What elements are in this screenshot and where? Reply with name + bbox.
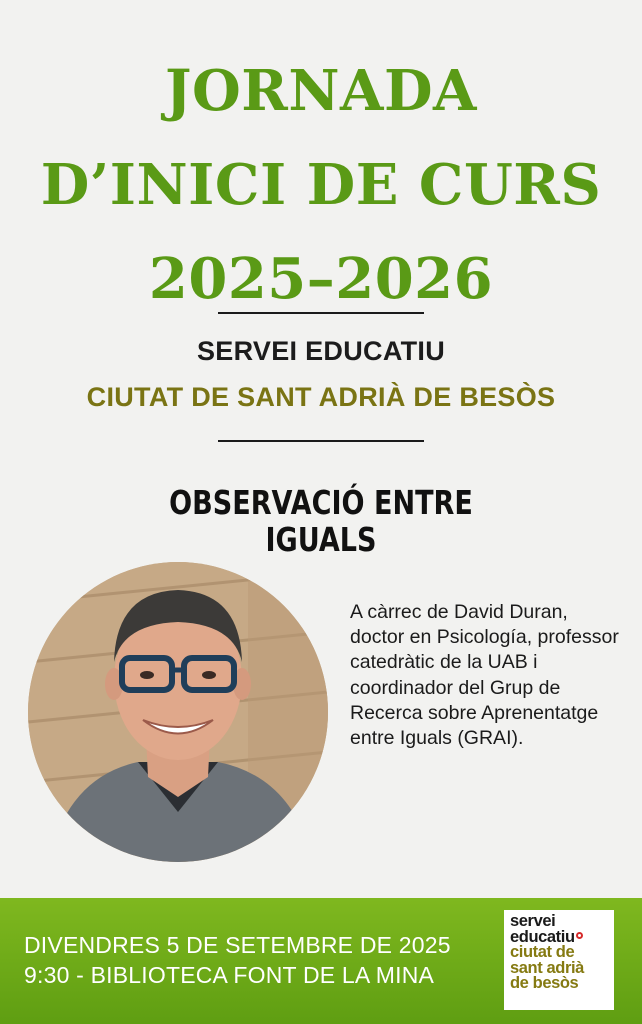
event-time-location: 9:30 - BIBLIOTECA FONT DE LA MINA (24, 962, 435, 988)
divider-bottom (218, 440, 424, 442)
logo-line-5: de besòs (510, 974, 579, 992)
session-title: OBSERVACIÓ ENTRE IGUALS (169, 483, 473, 559)
organization-location: CIUTAT DE SANT ADRIÀ DE BESÒS (86, 382, 556, 412)
speaker-portrait-illustration (28, 562, 328, 862)
event-date: DIVENDRES 5 DE SETEMBRE DE 2025 (24, 932, 451, 958)
logo-line-4: sant adrià (510, 958, 584, 977)
servei-educatiu-logo (504, 910, 614, 1010)
speaker-description: A càrrec de David Duran, doctor en Psicología, professor catedràtic de la UAB i coordinador del Grup de Recerca sobre Aprenentatge entre Iguals (GRAI). (350, 601, 619, 750)
divider-top (218, 312, 424, 314)
title-line-3: 2025–2026 (148, 246, 494, 312)
title-line-1: JORNADA (165, 58, 477, 124)
poster-title (0, 44, 642, 326)
logo-dot-icon (576, 932, 583, 939)
logo-line-2: educatiu (510, 927, 575, 946)
logo-line-3: ciutat de (510, 943, 575, 961)
organization-name: SERVEI EDUCATIU (196, 336, 446, 366)
logo-line-1: servei (510, 912, 556, 930)
title-line-2: D’INICI DE CURS (40, 152, 602, 218)
speaker-photo (28, 562, 328, 862)
